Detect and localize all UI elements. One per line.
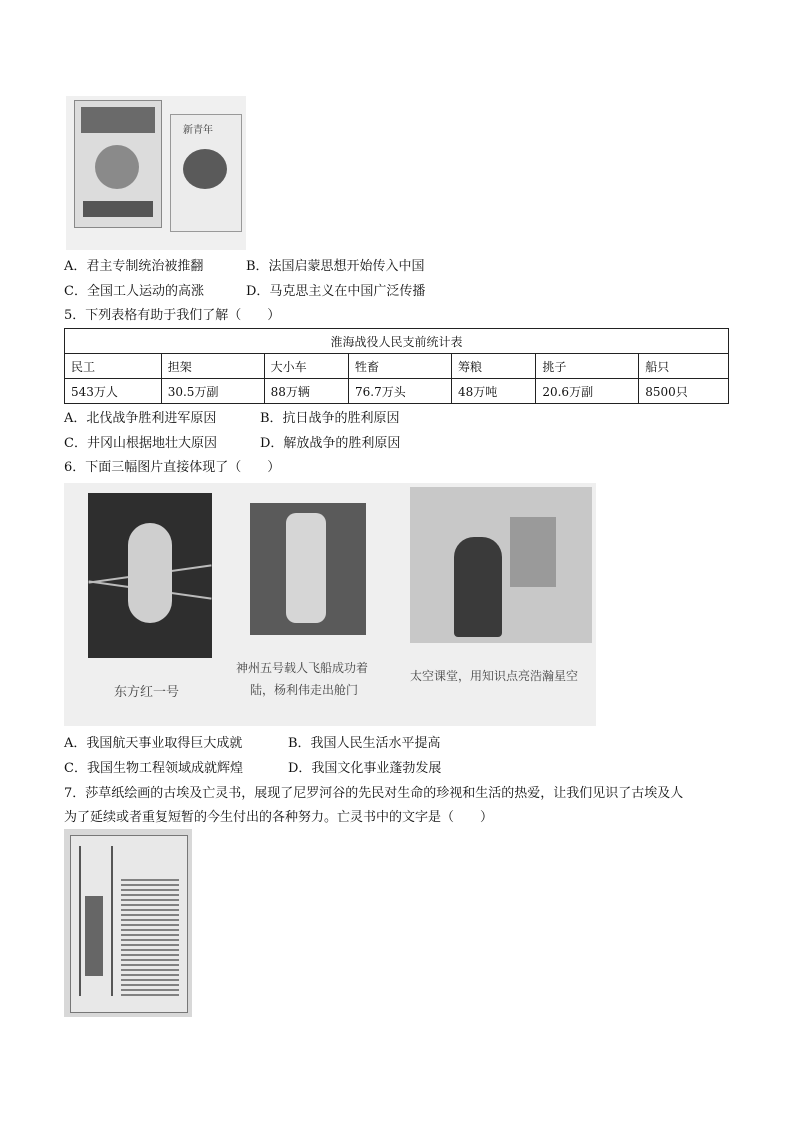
table-header-row [65, 354, 729, 379]
q6-option-b: B．我国人民生活水平提高 [288, 736, 441, 751]
newspaper-left [74, 100, 162, 228]
space-photos-image [64, 483, 596, 726]
table-value-cell: 543万人 [65, 379, 162, 404]
table-header-cell: 挑子 [536, 354, 639, 379]
q6-option-c: C．我国生物工程领域成就辉煌 [64, 761, 243, 776]
newspaper-right [170, 114, 242, 232]
table-header-cell: 船只 [639, 354, 729, 379]
table-title: 淮海战役人民支前统计表 [65, 329, 729, 354]
q5-option-b: B．抗日战争的胜利原因 [260, 411, 400, 426]
table-value-cell: 8500只 [639, 379, 729, 404]
q4-option-a: A．君主专制统治被推翻 [64, 259, 204, 274]
space-classroom-photo [410, 487, 592, 643]
astronaut-caption-line1: 神州五号载人飞船成功着 [236, 661, 369, 675]
table-header-cell: 担架 [161, 354, 264, 379]
table-value-cell: 76.7万头 [349, 379, 452, 404]
q4-option-b: B．法国启蒙思想开始传入中国 [246, 259, 425, 274]
q4-option-d: D．马克思主义在中国广泛传播 [246, 284, 426, 299]
astronaut-caption-line2: 陆，杨利伟走出舱门 [250, 683, 359, 697]
newspaper-right-title: 新青年 [183, 125, 213, 136]
q5-option-a: A．北伐战争胜利进军原因 [64, 411, 217, 426]
support-statistics-table [64, 328, 729, 404]
satellite-photo [88, 493, 212, 658]
q7-stem-line2: 为了延续或者重复短暂的今生付出的各种努力。亡灵书中的文字是（ ） [64, 810, 494, 825]
table-header-cell: 民工 [65, 354, 162, 379]
table-value-cell: 30.5万副 [161, 379, 264, 404]
q6-stem: 6．下面三幅图片直接体现了（ ） [64, 460, 281, 475]
q4-option-c: C．全国工人运动的高涨 [64, 284, 204, 299]
table-value-cell: 88万辆 [264, 379, 348, 404]
q5-option-c: C．井冈山根据地壮大原因 [64, 436, 217, 451]
space-classroom-caption: 太空课堂，用知识点亮浩瀚星空 [410, 669, 579, 683]
table-value-cell: 20.6万副 [536, 379, 639, 404]
table-header-cell: 大小车 [264, 354, 348, 379]
q6-option-d: D．我国文化事业蓬勃发展 [288, 761, 442, 776]
table-value-cell: 48万吨 [451, 379, 535, 404]
table-header-cell: 牲畜 [349, 354, 452, 379]
q7-stem-line1: 7．莎草纸绘画的古埃及亡灵书，展现了尼罗河谷的先民对生命的珍视和生活的热爱，让我们见识了古埃及人 [64, 786, 684, 801]
newspapers-image [66, 96, 246, 250]
q6-option-a: A．我国航天事业取得巨大成就 [64, 736, 243, 751]
q5-stem: 5．下列表格有助于我们了解（ ） [64, 308, 281, 323]
astronaut-photo [250, 503, 366, 635]
q5-option-d: D．解放战争的胜利原因 [260, 436, 401, 451]
book-of-the-dead-image [64, 829, 192, 1017]
table-value-row [65, 379, 729, 404]
satellite-caption: 东方红一号 [114, 685, 180, 700]
table-header-cell: 筹粮 [451, 354, 535, 379]
